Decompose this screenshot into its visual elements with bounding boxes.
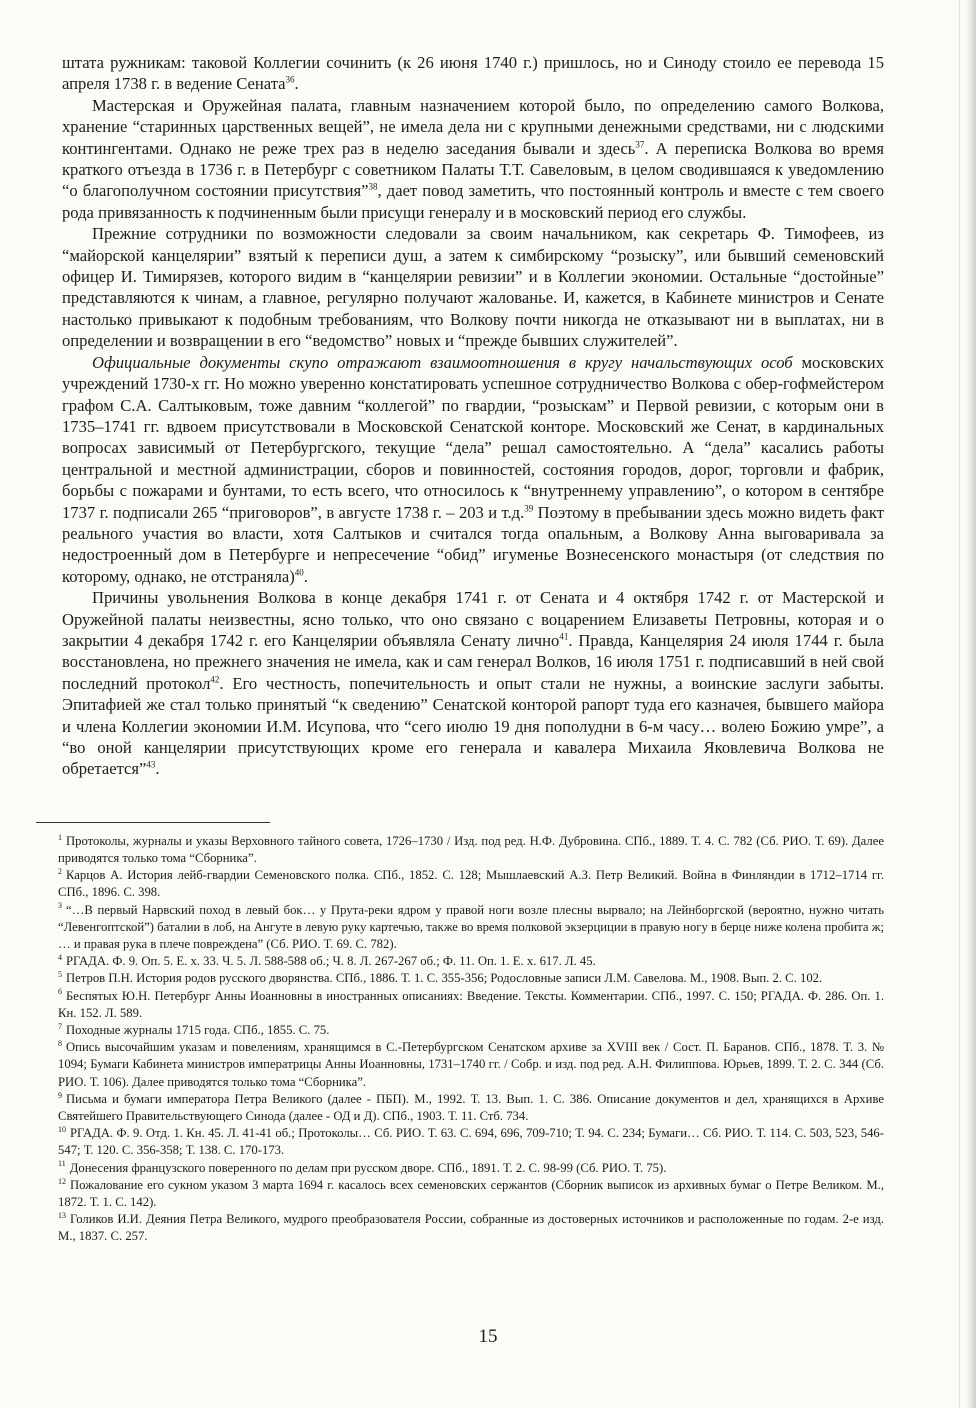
footnote (58, 988, 884, 1022)
page-number: 15 (478, 1326, 498, 1347)
note-ref: 43 (146, 759, 156, 770)
paragraph-italic-text: Официальные документы скупо отражают взаимоотношения в кругу начальствующих особ (92, 352, 793, 372)
footnote-divider (36, 822, 270, 823)
footnote (58, 1091, 884, 1125)
paragraph-text: штата ружникам: таковой Коллегии сочинить (к 26 июня 1740 г.) пришлось, но и Синоду стоило ее перевода 15 апреля 1738 г. в ведение Сената (62, 53, 884, 94)
paragraph-2 (62, 95, 884, 223)
footnote-number: 10 (58, 1125, 66, 1135)
note-ref: 42 (210, 674, 220, 685)
footnote-text: “…В первый Нарвский поход в левый бок… у Прута-реки ядром у правой ноги возле плесны вырвало; на Лейнборгской (вероятно, нужно читать “Левенгоптской”) баталии в лоб, на Ангуте в левую руку картечью, также во время полковой экзерциции в правую ногу в берце ниже колена пробита ж; … и правая рука в плече повреждена” (Сб. РИО. Т. 69. С. 782). (58, 902, 884, 952)
footnote (58, 1160, 884, 1177)
paragraph-5 (62, 587, 884, 780)
footnote-text: Беспятых Ю.Н. Петербург Анны Иоанновны в иностранных описаниях: Введение. Тексты. Комментарии. СПб., 1997. С. 150; РГАДА. Ф. 286. Оп. 1. Кн. 152. Л. 589. (58, 988, 884, 1020)
footnote-number: 4 (58, 953, 62, 962)
paragraph-text: . (303, 566, 308, 586)
footnote-text: РГАДА. Ф. 9. Отд. 1. Кн. 45. Л. 41-41 об.; Протоколы… Сб. РИО. Т. 63. С. 694, 696, 709-710; Т. 94. С. 234; Бумаги… Сб. РИО. Т. 114. С. 503, 523, 546-547; Т. 120. С. 356-358; Т. 138. С. 170-173. (58, 1126, 884, 1158)
footnote-number: 5 (58, 970, 62, 980)
note-ref: 41 (559, 631, 569, 642)
paragraph-text: . Его честность, попечительность и опыт стали не нужны, а воинские заслуги забыты. Эпитафией же стал только принятый “к сведению” Сенатской конторой рапорт туда его казначея, бывшего майора и члена Коллегии экономии И.М. Исупова, что “сего июлю 19 дня пополудни в 6-м часу… волею Божию умре”, а “во оной канцелярии присутствующих кроме его генерала и кавалера Михаила Яковлевича Волкова не обретается” (62, 673, 884, 779)
scan-edge-line (959, 0, 960, 1408)
note-ref: 37 (635, 139, 645, 150)
page (58, 52, 884, 1246)
footnote-text: Донесения французского поверенного по делам при русском дворе. СПб., 1891. Т. 2. С. 98-99 (Сб. РИО. Т. 75). (69, 1160, 667, 1175)
footnote-number: 12 (58, 1176, 66, 1186)
footnote-number: 13 (58, 1211, 66, 1221)
footnote-text: Опись высочайшим указам и повелениям, хранящимся в С.-Петербургском Сенатском архиве за XVIII век / Сост. П. Баранов. СПб., 1878. Т. 3. № 1094; Бумаги Кабинета министров императрицы Анны Иоанновны, 1731–1740 гг. / Собр. и изд. под ред. А.Н. Филиппова. Юрьев, 1899. Т. 2. С. 344 (Сб. РИО. Т. 106). Далее приводятся только тома “Сборника”. (58, 1040, 884, 1089)
footnote-number: 9 (58, 1090, 62, 1100)
paragraph-text: . (294, 74, 299, 94)
paragraph-text: . А переписка Волкова во время краткого отъезда в 1736 г. в Петербург с советником Палаты Т.Т. Савеловым, в целом сводившаяся к уведомлению “о благополучном состоянии присутствия” (62, 138, 884, 201)
paragraph-text: , дает повод заметить, что постоянный контроль и вместе с тем своего рода привязанность к подчиненным были присущи генералу и в московский период его службы. (62, 181, 884, 222)
footnote-number: 2 (58, 866, 62, 876)
footnote-number: 6 (58, 987, 62, 997)
body-text (62, 52, 884, 780)
footnote (58, 867, 884, 901)
footnote (58, 1177, 884, 1211)
note-ref: 38 (368, 181, 378, 192)
footnote (58, 970, 884, 987)
footnote (58, 1211, 884, 1245)
note-ref: 40 (294, 567, 304, 578)
footnote-text: РГАДА. Ф. 9. Оп. 5. Е. х. 33. Ч. 5. Л. 588-588 об.; Ч. 8. Л. 267-267 об.; Ф. 11. Оп. 1. Е. х. 617. Л. 45. (66, 954, 596, 969)
paragraph-text: Причины увольнения Волкова в конце декабря 1741 г. от Сената и 4 октября 1742 г. от Мастерской и Оружейной палаты неизвестны, ясно только, что оно связано с воцарением Елизаветы Петровны, которая и о закрытии 4 декабря 1742 г. его Канцелярии объявляла Сенату лично (62, 588, 884, 650)
footnote-number: 3 (58, 901, 62, 911)
scan-edge-shadow (966, 0, 976, 1408)
footnote (58, 1125, 884, 1159)
footnote-text: Пожалование его сукном указом 3 марта 1694 г. касалось всех семеновских сержантов (Сборник выписок из архивных бумаг о Петре Великом. М., 1872. Т. 1. С. 142). (58, 1177, 884, 1210)
footnote (58, 902, 884, 954)
footnote-text: Протоколы, журналы и указы Верховного тайного совета, 1726–1730 / Изд. под ред. Н.Ф. Дубровина. СПб., 1889. Т. 4. С. 782 (Сб. РИО. Т. 69). Далее приводятся только тома “Сборника”. (58, 833, 884, 866)
footnote-text: Голиков И.И. Деяния Петра Великого, мудрого преобразователя России, собранные из достоверных источников и расположенные по годам. 2-е изд. М., 1837. С. 257. (58, 1212, 884, 1244)
footnote-number: 1 (58, 832, 62, 842)
paragraph-text: . Правда, Канцелярия 24 июля 1744 г. была восстановлена, но прежнего значения не имела, как и сам генерал Волков, 16 июля 1751 г. подписавший в ней свой последний протокол (62, 630, 884, 693)
footnote-text: Походные журналы 1715 года. СПб., 1855. С. 75. (66, 1023, 330, 1038)
footnote (58, 1039, 884, 1091)
paragraph-text: Поэтому в пребывании здесь можно видеть факт реального участия во власти, хотя Салтыков и считался тогда опальным, а Волкову Анна выговаривала за недостроенный дом в Петербурге и непресечение “обид” игуменье Вознесенского монастыря (от следствия по которому, однако, не отстраняла) (62, 502, 884, 586)
footnote-text: Петров П.Н. История родов русского дворянства. СПб., 1886. Т. 1. С. 355-356; Родословные записи Л.М. Савелова. М., 1908. Вып. 2. С. 102. (66, 971, 823, 986)
footnote-number: 11 (58, 1159, 66, 1169)
footnote-text: Письма и бумаги императора Петра Великого (далее - ПБП). М., 1992. Т. 13. Вып. 1. С. 386. Описание документов и дел, хранящихся в Архиве Святейшего Правительствующего Синода (далее - ОД и Д). СПб., 1903. Т. 11. Стб. 734. (58, 1091, 884, 1124)
paragraph-4 (62, 352, 884, 587)
paragraph-text: Мастерская и Оружейная палата, главным назначением которой было, по определению самого Волкова, хранение “старинных царственных вещей”, не имела дела ни с крупными денежными средствами, ни с людскими контингентами. Однако не реже трех раз в неделю заседания бывали и здесь (62, 95, 884, 158)
footnote (58, 1022, 884, 1039)
footnotes (58, 833, 884, 1246)
footnote-number: 7 (58, 1021, 62, 1031)
note-ref: 36 (285, 74, 295, 85)
footnote (58, 833, 884, 867)
paragraph-text: Прежние сотрудники по возможности следовали за своим начальником, как секретарь Ф. Тимофеев, из “майорской канцелярии” взятый к переписи душ, а затем к симбирскому “розыску”, или бывший семеновский офицер И. Тимирязев, которого видим в “канцелярии ревизии” и в Коллегии экономии. Остальные “достойные” представляются к чинам, а главное, регулярно получают жалованье. И, кажется, в Кабинете министров и Сенате настолько привыкают к подобным требованиям, что Волкову почти никогда не отказывают ни в выплатах, ни в определении и возвращении в его “ведомство” новых и “прежде бывших служителей”. (62, 224, 884, 351)
footnote-text: Карцов А. История лейб-гвардии Семеновского полка. СПб., 1852. С. 128; Мышлаевский А.З. Петр Великий. Война в Финляндии в 1712–1714 гг. СПб., 1896. С. 398. (58, 868, 884, 900)
footnote (58, 953, 884, 970)
note-ref: 39 (524, 503, 534, 513)
footnote-number: 8 (58, 1039, 62, 1049)
paragraph-3 (62, 223, 884, 351)
paragraph-text: московских учреждений 1730-х гг. Но можно уверенно констатировать успешное сотрудничество Волкова с обер-гофмейстером графом С.А. Салтыковым, тоже давним “коллегой” по гвардии, “розыскам” и Первой ревизии, с которым они в 1735–1741 гг. вдвоем присутствовали в Московской Сенатской конторе. Московский же Сенат, в кардинальных вопросах зависимый от Петербургского, текущие “дела” решал самостоятельно. А “дела” касались работы центральной и местной администрации, сборов и повинностей, состояния городов, дорог, торговли и фабрик, борьбы с пожарами и бунтами, то есть всего, что относилось к “внутреннему управлению”, о котором в сентябре 1737 г. подписали 265 “приговоров”, в августе 1738 г. – 203 и т.д. (62, 352, 884, 522)
paragraph-text: . (155, 759, 160, 779)
paragraph-1 (62, 52, 884, 95)
